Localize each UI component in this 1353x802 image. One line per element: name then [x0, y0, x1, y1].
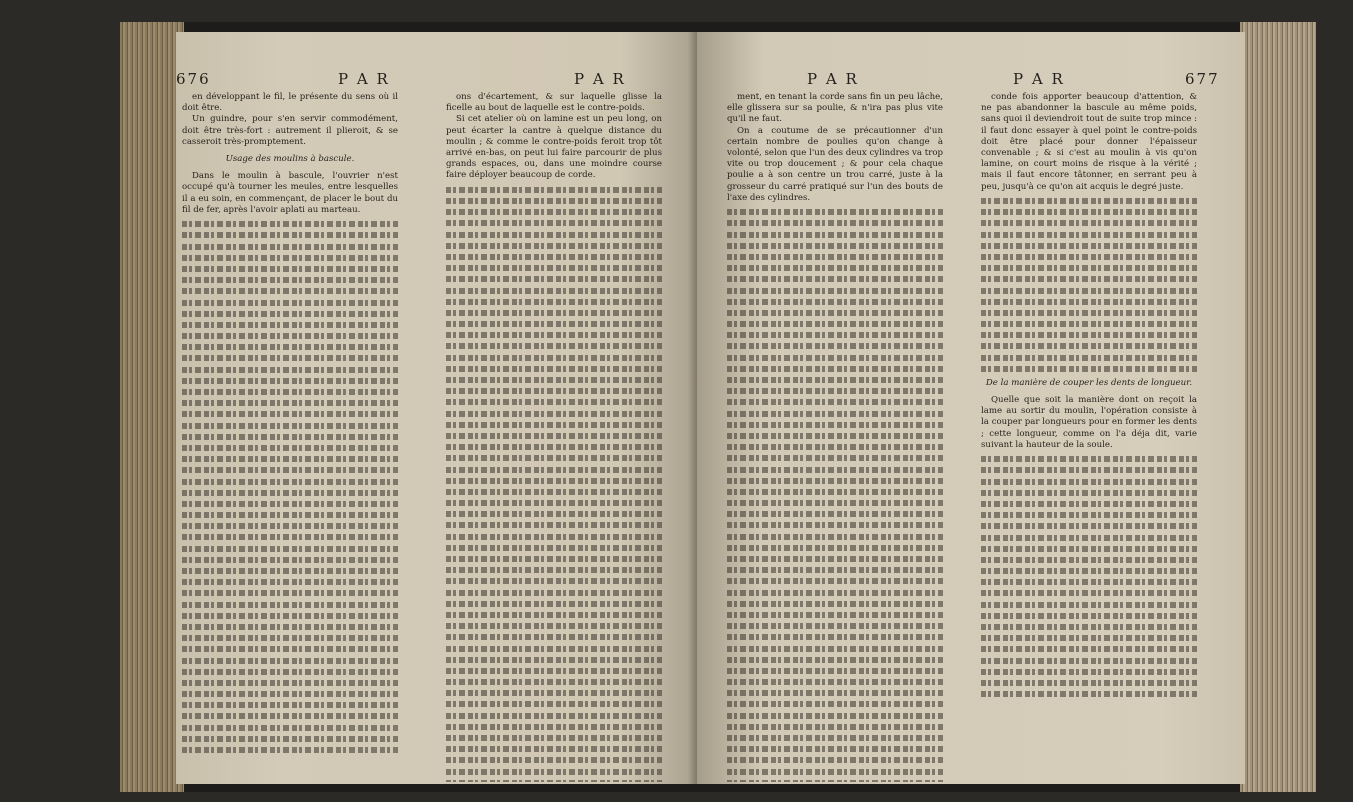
- right-page: [697, 32, 1245, 784]
- paragraph: Dans le moulin à bascule, l'ouvrier n'est occupé qu'à tourner les meules, entre lesquelles il a eu soin, en commençant, de placer le bout du fil de fer, après l'avoir aplati au marteau.: [182, 171, 398, 215]
- left-page-edges: [120, 22, 184, 792]
- paragraph: Quelle que soit la manière dont on reçoit la lame au sortir du moulin, l'opération consiste à la couper par longueurs pour en former les dents ; cette longueur, comme on l'a déja dit, varie suivant la hauteur de la soule.: [981, 395, 1197, 450]
- text-block-rest: [727, 209, 943, 782]
- paragraph: ons d'écartement, & sur laquelle glisse la ficelle au bout de laquelle est le contre-poids.: [446, 92, 662, 114]
- paragraph: en développant le fil, le présente du sens où il doit être.: [182, 92, 398, 114]
- page-number-right: 677: [1185, 70, 1220, 88]
- section-heading: Usage des moulins à bascule.: [225, 154, 355, 165]
- left-page-column-2: [446, 92, 662, 782]
- paragraph: ment, en tenant la corde sans fin un peu lâche, elle glissera sur sa poulie, & n'ira pas plus vite qu'il ne faut.: [727, 92, 943, 125]
- page-number-left: 676: [176, 70, 211, 88]
- text-block-rest: [446, 187, 662, 782]
- running-head-left-col2: P A R: [574, 70, 626, 88]
- running-head-right-col1: P A R: [807, 70, 859, 88]
- text-block-middle: [981, 198, 1197, 372]
- text-block-rest: [182, 221, 398, 753]
- paragraph: conde fois apporter beaucoup d'attention, & ne pas abandonner la bascule au même poids, sans quoi il deviendroit tout de suite trop mince : il faut donc essayer à quel point le contre-poids doit être placé pour donner l'épaisseur convenable ; & si c'est au moulin à vis qu'on lamine, on court moins de risque à la vérité ; mais il faut encore tâtonner, en serrant peu à peu, jusqu'à ce qu'on ait acquis le degré juste.: [981, 92, 1197, 192]
- paragraph: Un guindre, pour s'en servir commodément, doit être très-fort : autrement il plieroit, & se casseroit très-promptement.: [182, 114, 398, 147]
- right-page-edges: [1240, 22, 1316, 792]
- text-block-rest: [981, 456, 1197, 697]
- section-heading: De la manière de couper les dents de longueur.: [985, 377, 1193, 388]
- right-page-column-2: [981, 92, 1197, 782]
- paragraph: Si cet atelier où on lamine est un peu long, on peut écarter la cantre à quelque distance du moulin ; & comme le contre-poids feroit trop tôt arrivé en-bas, on peut lui faire parcourir de plus grands espaces, ou, dans une moindre course faire déployer beaucoup de corde.: [446, 114, 662, 181]
- left-page: [176, 32, 698, 784]
- right-page-column-1: [727, 92, 943, 782]
- paragraph: On a coutume de se précautionner d'un certain nombre de poulies qu'on change à volonté, selon que l'un des deux cylindres va trop vite ou trop doucement ; & pour cela chaque poulie a à son centre un trou carré, juste à la grosseur du carré pratiqué sur l'un des bouts de l'axe des cylindres.: [727, 125, 943, 203]
- running-head-left-col1: P A R: [338, 70, 390, 88]
- left-page-column-1: [182, 92, 398, 782]
- running-head-right-col2: P A R: [1013, 70, 1065, 88]
